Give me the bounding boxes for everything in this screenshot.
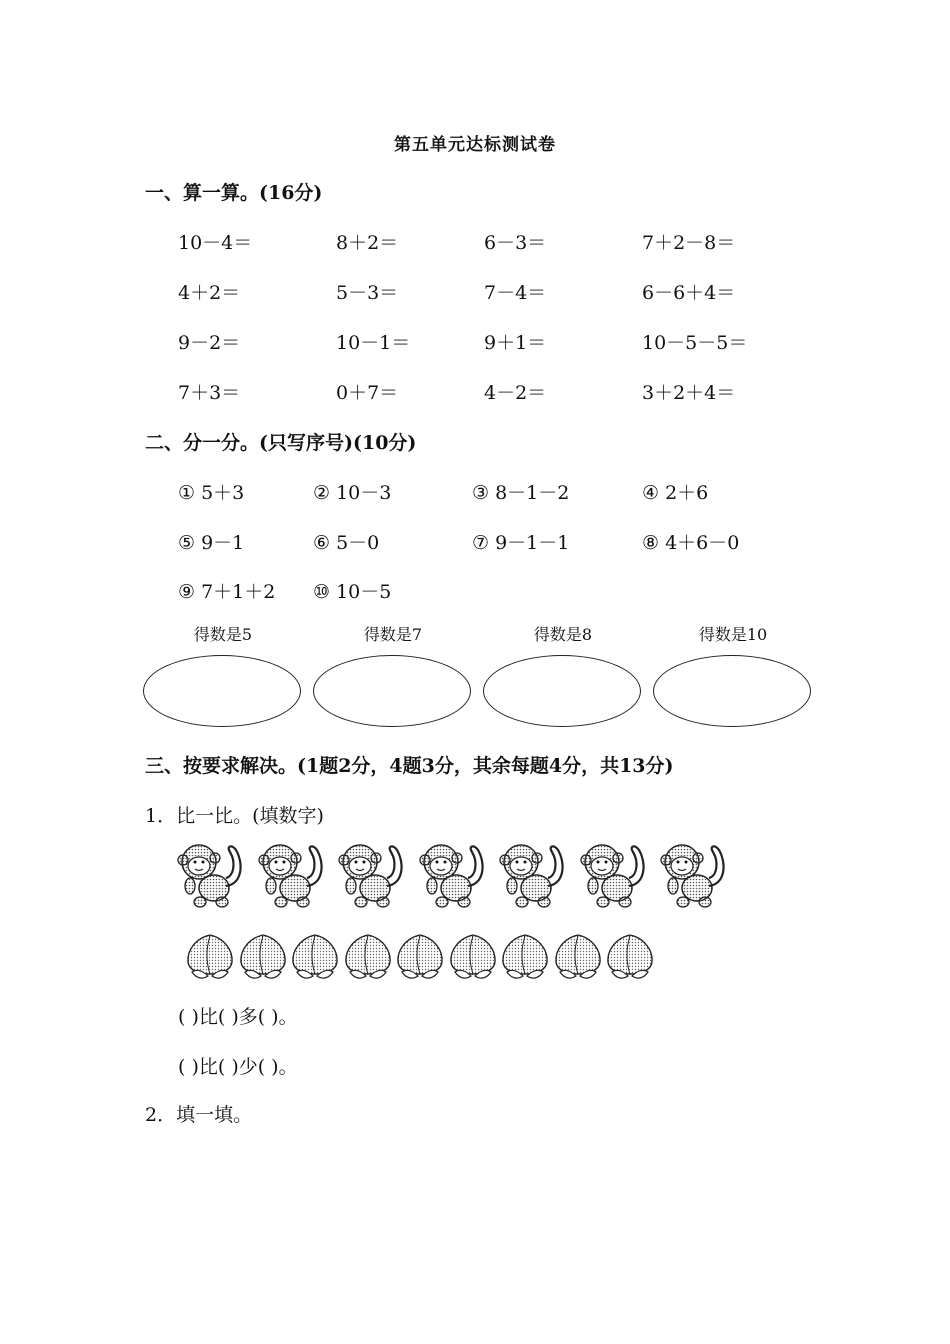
peach-icon — [552, 932, 604, 982]
arith-problem[interactable]: 5－3＝ — [336, 282, 399, 304]
question2-label: 2．填一填。 — [145, 1104, 253, 1126]
arith-problem[interactable]: 4＋2＝ — [178, 282, 241, 304]
section2-heading: 二、分一分。(只写序号)(10分) — [145, 432, 417, 454]
oval-label-5: 得数是5 — [193, 625, 253, 644]
arith-problem[interactable]: 0＋7＝ — [336, 382, 399, 404]
sort-item: ⑨ 7＋1＋2 — [178, 581, 276, 603]
sort-item: ⑩ 10－5 — [313, 581, 392, 603]
page-title: 第五单元达标测试卷 — [394, 135, 556, 155]
section3-heading: 三、按要求解决。(1题2分，4题3分，其余每题4分，共13分) — [145, 755, 674, 777]
arith-problem[interactable]: 9－2＝ — [178, 332, 241, 354]
arith-problem[interactable]: 6－6＋4＝ — [642, 282, 736, 304]
arith-problem[interactable]: 7－4＝ — [484, 282, 547, 304]
peach-icon — [289, 932, 341, 982]
arith-problem[interactable]: 6－3＝ — [484, 232, 547, 254]
peach-icon — [394, 932, 446, 982]
monkey-icon — [498, 836, 568, 912]
arith-problem[interactable]: 10－4＝ — [178, 232, 253, 254]
answer-oval-10[interactable] — [653, 655, 811, 727]
arith-problem[interactable]: 3＋2＋4＝ — [642, 382, 736, 404]
oval-label-7: 得数是7 — [363, 625, 423, 644]
monkey-icon — [176, 836, 246, 912]
question1-label: 1．比一比。(填数字) — [145, 805, 324, 827]
monkey-icon — [579, 836, 649, 912]
arith-problem[interactable]: 10－5－5＝ — [642, 332, 748, 354]
peach-icon — [184, 932, 236, 982]
arith-problem[interactable]: 7＋3＝ — [178, 382, 241, 404]
peach-icon — [499, 932, 551, 982]
sort-item: ⑧ 4＋6－0 — [642, 532, 740, 554]
sort-item: ⑥ 5－0 — [313, 532, 380, 554]
monkey-icon — [337, 836, 407, 912]
arith-problem[interactable]: 4－2＝ — [484, 382, 547, 404]
oval-label-8: 得数是8 — [533, 625, 593, 644]
answer-oval-8[interactable] — [483, 655, 641, 727]
answer-oval-7[interactable] — [313, 655, 471, 727]
arith-problem[interactable]: 10－1＝ — [336, 332, 411, 354]
peach-icon — [604, 932, 656, 982]
sort-item: ③ 8－1－2 — [472, 482, 570, 504]
arith-problem[interactable]: 9＋1＝ — [484, 332, 547, 354]
compare-line-less[interactable]: ( )比( )少( )。 — [178, 1056, 298, 1078]
section1-heading: 一、算一算。(16分) — [145, 182, 323, 204]
monkey-icon — [659, 836, 729, 912]
arith-problem[interactable]: 7＋2－8＝ — [642, 232, 736, 254]
oval-label-10: 得数是10 — [698, 625, 768, 644]
monkey-icon — [257, 836, 327, 912]
peach-icon — [447, 932, 499, 982]
sort-item: ① 5＋3 — [178, 482, 245, 504]
sort-item: ② 10－3 — [313, 482, 392, 504]
peach-icon — [237, 932, 289, 982]
answer-oval-5[interactable] — [143, 655, 301, 727]
arith-problem[interactable]: 8＋2＝ — [336, 232, 399, 254]
compare-line-more[interactable]: ( )比( )多( )。 — [178, 1006, 298, 1028]
monkey-icon — [418, 836, 488, 912]
sort-item: ⑤ 9－1 — [178, 532, 245, 554]
sort-item: ⑦ 9－1－1 — [472, 532, 570, 554]
sort-item: ④ 2＋6 — [642, 482, 709, 504]
peach-icon — [342, 932, 394, 982]
